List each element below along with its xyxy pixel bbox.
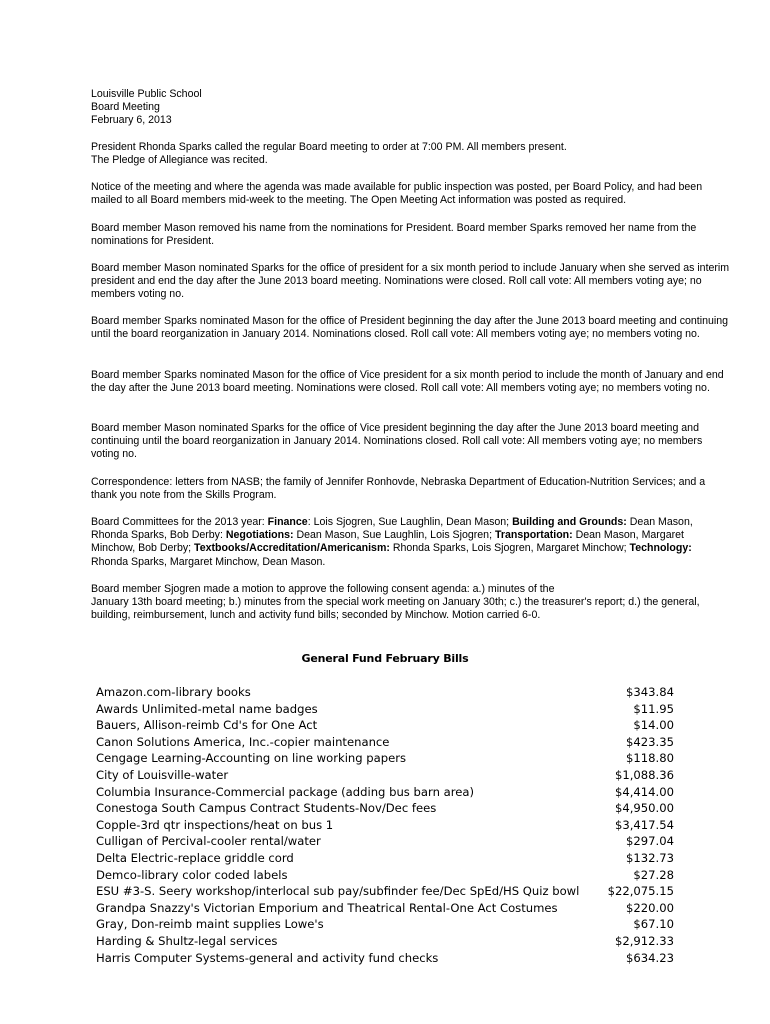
school-name: Louisville Public School — [91, 88, 202, 100]
bill-description: Demco-library color coded labels — [96, 867, 288, 882]
negotiations-members: Dean Mason, Sue Laughlin, Lois Sjogren; — [293, 529, 495, 542]
bill-description: ESU #3-S. Seery workshop/interlocal sub pay/subfinder fee/Dec SpEd/HS Quiz bowl — [96, 884, 580, 899]
meeting-date: February 6, 2013 — [91, 114, 172, 127]
textbooks-label: Textbooks/Accreditation/Americanism: — [194, 542, 390, 555]
bill-description: Culligan of Percival-cooler rental/water — [96, 834, 321, 849]
vice-president-nomination-2014-paragraph: Board member Mason nominated Sparks for the office of Vice president beginning the day after the June 2013 board meeting and continuing until the board reorganization in January 2014. Nominations closed. Roll call vote: All members voting aye; no members voting no. — [91, 422, 703, 461]
bill-amount: $343.84 — [626, 685, 674, 699]
bill-row — [96, 767, 674, 784]
consent-agenda-details: January 13th board meeting; b.) minutes from the special work meeting on January 30th; c.) the treasurer's report; d.) the general, building, reimbursement, lunch and activity fund bills; seconded by Minchow. Motion carried 6-0. — [91, 596, 700, 622]
committees-intro: Board Committees for the 2013 year: — [91, 516, 268, 528]
bill-description: City of Louisville-water — [96, 767, 229, 782]
bill-row — [96, 900, 674, 917]
bill-description: Amazon.com-library books — [96, 685, 251, 699]
correspondence-paragraph: Correspondence: letters from NASB; the family of Jennifer Ronhovde, Nebraska Department of Education-Nutrition Services; and a thank you note from the Skills Program. — [91, 476, 706, 502]
negotiations-label: Negotiations: — [225, 529, 294, 542]
bill-row — [96, 734, 674, 751]
bill-amount: $11.95 — [633, 701, 674, 716]
call-to-order-paragraph — [91, 141, 731, 167]
bill-row — [96, 883, 674, 900]
bill-amount: $27.28 — [633, 867, 674, 882]
bill-description: Delta Electric-replace griddle cord — [96, 850, 294, 865]
call-to-order-line: President Rhonda Sparks called the regular Board meeting to order at 7:00 PM. All members present. — [91, 141, 567, 153]
letterhead — [91, 88, 731, 128]
bill-description: Canon Solutions America, Inc.-copier maintenance — [96, 734, 390, 749]
bill-row — [96, 867, 674, 884]
bill-row — [96, 784, 674, 801]
finance-members: : Lois Sjogren, Sue Laughlin, Dean Mason; — [307, 516, 513, 528]
consent-agenda-paragraph — [91, 583, 731, 623]
bill-description: Conestoga South Campus Contract Students-Nov/Dec fees — [96, 801, 437, 816]
bill-description: Harris Computer Systems-general and activity fund checks — [96, 950, 439, 965]
bill-row — [96, 684, 674, 701]
bills-table — [96, 684, 674, 966]
bill-row — [96, 933, 674, 950]
bill-row — [96, 750, 674, 767]
buildings-label: Building and Grounds: — [512, 516, 627, 528]
bills-title: General Fund February Bills — [301, 652, 469, 665]
bill-row — [96, 717, 674, 734]
consent-agenda-line: Board member Sjogren made a motion to approve the following consent agenda: a.) minutes of the — [91, 583, 555, 595]
bill-amount: $3,417.54 — [614, 817, 674, 832]
technology-members: Rhonda Sparks, Margaret Minchow, Dean Mason. — [91, 555, 326, 568]
bill-amount: $4,414.00 — [614, 784, 674, 799]
bill-amount: $634.23 — [626, 950, 674, 965]
transportation-members: Dean Mason, Margaret Minchow, Bob Derby; — [91, 529, 684, 555]
nominations-removed-paragraph: Board member Mason removed his name from the nominations for President. Board member Sparks removed her name from the nominations for President. — [91, 222, 697, 248]
finance-label: Finance — [267, 516, 308, 528]
bill-description: Bauers, Allison-reimb Cd's for One Act — [96, 718, 318, 733]
bill-amount: $118.80 — [626, 751, 674, 766]
president-nomination-2014-paragraph: Board member Sparks nominated Mason for the office of President beginning the day after the June 2013 board meeting and continuing until the board reorganization in January 2014. Nominations closed. Roll call vote: All members voting aye; no members voting no. — [91, 315, 729, 341]
buildings-members: Dean Mason, Rhonda Sparks, Bob Derby: — [91, 516, 693, 542]
president-nomination-paragraph: Board member Mason nominated Sparks for the office of president for a six month period to include January when she served as interim president and end the day after the June 2013 board meeting. Nominations were closed. Roll call vote: All members voting aye; no members voting no. — [91, 262, 730, 301]
bill-amount: $1,088.36 — [614, 767, 674, 782]
bill-amount: $4,950.00 — [614, 801, 674, 816]
bill-row — [96, 850, 674, 867]
textbooks-members: Rhonda Sparks, Lois Sjogren, Margaret Minchow; — [389, 542, 630, 555]
bill-description: Awards Unlimited-metal name badges — [96, 701, 318, 716]
bill-description: Grandpa Snazzy's Victorian Emporium and Theatrical Rental-One Act Costumes — [96, 900, 558, 915]
transportation-label: Transportation: — [494, 529, 573, 542]
bill-amount: $14.00 — [633, 718, 674, 733]
bill-amount: $132.73 — [626, 850, 674, 865]
bill-amount: $22,075.15 — [607, 884, 674, 899]
bill-amount: $2,912.33 — [614, 933, 674, 948]
bill-description: Cengage Learning-Accounting on line working papers — [96, 751, 407, 766]
bill-description: Harding & Shultz-legal services — [96, 933, 278, 948]
bill-row — [96, 916, 674, 933]
bill-amount: $297.04 — [626, 834, 674, 849]
technology-label: Technology: — [629, 542, 692, 555]
bill-row — [96, 833, 674, 850]
bill-description: Gray, Don-reimb maint supplies Lowe's — [96, 917, 324, 932]
notice-paragraph: Notice of the meeting and where the agenda was made available for public inspection was posted, per Board Policy, and had been mailed to all Board members mid-week to the meeting. The Open Meeting Act information was posted as required. — [91, 181, 703, 207]
bill-row — [96, 701, 674, 718]
bill-amount: $423.35 — [626, 734, 674, 749]
bill-row — [96, 800, 674, 817]
meeting-type: Board Meeting — [91, 101, 160, 114]
vice-president-nomination-paragraph: Board member Sparks nominated Mason for the office of Vice president for a six month period to include the month of January and end the day after the June 2013 board meeting. Nominations were closed. Roll call vote: All members voting aye; no members voting no. — [91, 369, 724, 395]
bill-description: Columbia Insurance-Commercial package (adding bus barn area) — [96, 784, 474, 799]
bill-description: Copple-3rd qtr inspections/heat on bus 1 — [96, 817, 334, 832]
bill-row — [96, 817, 674, 834]
pledge-line: The Pledge of Allegiance was recited. — [91, 154, 268, 167]
bill-amount: $67.10 — [633, 917, 674, 932]
bill-amount: $220.00 — [626, 900, 674, 915]
board-committees-paragraph — [91, 516, 731, 569]
bill-row — [96, 950, 674, 967]
